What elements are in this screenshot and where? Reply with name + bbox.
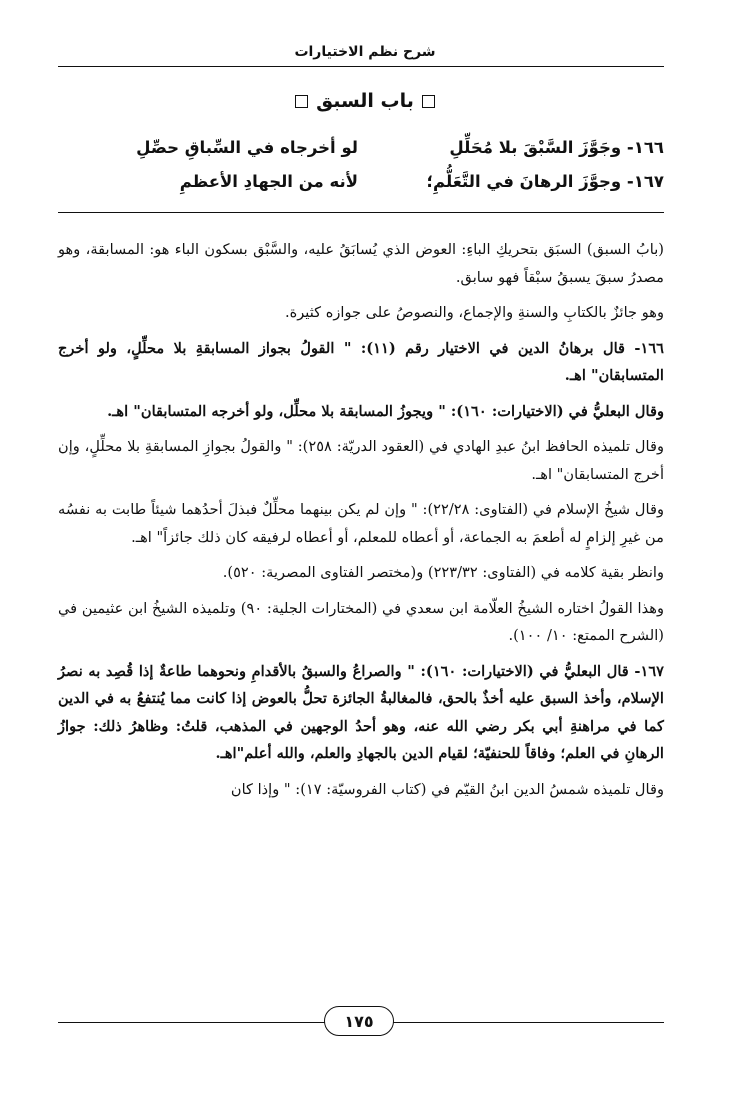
commentary-body	[58, 236, 664, 811]
paragraph: وقال تلميذه شمسُ الدين ابنُ القيّم في (كتاب الفروسيّة: ١٧): " وإذا كان	[230, 780, 664, 798]
verse-second-hemistich: لأنه من الجهادِ الأعظمِ	[179, 172, 358, 191]
square-bullet-icon	[422, 95, 435, 108]
paragraph: ١٦٧- قال البعليُّ في (الاختيارات: ١٦٠): " والصراعُ والسبقُ بالأقدامِ ونحوهما طاعةٌ إذا قُصِد به نصرُ الإسلام، وأخذ السبق عليه أخذٌ بالحق، فالمغالبةُ الجائزة تحلُّ بالعوض إذا كانت مما يُنتفعُ به في الدين كما في مراهنةِ أبي بكر رضي الله عنه، وهو أحدُ الوجهين في المذهب، قلتُ: وظاهرُ ذلك: جوازُ الرهانِ في العلم؛ وفاقاً للحنفيّة؛ لقيام الدين بالجهادِ والعلم، والله أعلم"اهـ.	[58, 662, 664, 762]
paragraph: وقال البعليُّ في (الاختيارات: ١٦٠): " ويجوزُ المسابقة بلا محلِّل، ولو أخرجه المتسابقان" اهـ.	[107, 402, 664, 420]
verse-line	[58, 138, 664, 172]
verse-line	[58, 172, 664, 206]
footer-divider-right	[392, 1022, 664, 1023]
chapter-heading	[0, 90, 730, 112]
verse-first-hemistich: ١٦٦- وجَوَّزَ السَّبْقَ بلا مُحَلِّلِ	[449, 138, 664, 157]
footer-divider-left	[58, 1022, 326, 1023]
page-number: ١٧٥	[324, 1006, 394, 1036]
paragraph: وقال شيخُ الإسلام في (الفتاوى: ٢٢/٢٨): " وإن لم يكن بينهما محلِّلٌ فبذلَ أحدُهما شيئاً طابت به نفسُه من غيرِ إلزامٍ له أطعمَ به الجماعة، أو أعطاه للمعلم، أو أعطاه لرفيقه كان ذلك جائزاً" اهـ.	[58, 501, 664, 546]
verse-first-hemistich: ١٦٧- وجوَّزَ الرهانَ في التَّعَلُّمِ؛	[426, 172, 664, 191]
verses-divider	[58, 212, 664, 213]
running-header: شرح نظم الاختيارات	[294, 44, 436, 60]
paragraph: وقال تلميذه الحافظ ابنُ عبدِ الهادي في (العقود الدريّة: ٢٥٨): " والقولُ بجوازِ المسابقةِ بلا محلِّلٍ، وإن أخرج المتسابقان" اهـ.	[58, 438, 664, 483]
paragraph: ١٦٦- قال برهانُ الدين في الاختيار رقم (١١): " القولُ بجواز المسابقةِ بلا محلِّلٍ، ولو أخرج المتسابقان" اهـ.	[58, 339, 665, 384]
paragraph: وهذا القولُ اختاره الشيخُ العلّامة ابن سعدي في (المختارات الجلية: ٩٠) وتلميذه الشيخُ ابن عثيمين في (الشرح الممتع: ١٠/ ١٠٠).	[58, 599, 664, 644]
header-divider	[58, 66, 664, 67]
paragraph: وانظر بقية كلامه في (الفتاوى: ٢٢٣/٣٢) و(مختصر الفتاوى المصرية: ٥٢٠).	[222, 564, 664, 581]
verse-second-hemistich: لو أخرجاه في السِّباقِ حصِّلِ	[136, 138, 358, 157]
chapter-title: باب السبق	[316, 90, 414, 112]
paragraph: وهو جائزٌ بالكتابِ والسنةِ والإجماع، والنصوصُ على جوازه كثيرة.	[284, 304, 664, 321]
poem-verses	[58, 138, 664, 206]
square-bullet-icon	[295, 95, 308, 108]
paragraph: (بابُ السبق) السبَق بتحريكِ الباءِ: العوض الذي يُسابَقُ عليه، والسَّبْق بسكون الباء هو: المسابقة، وهو مصدرُ سبقَ يسبقُ سبْقاً فهو سابق.	[58, 241, 664, 286]
